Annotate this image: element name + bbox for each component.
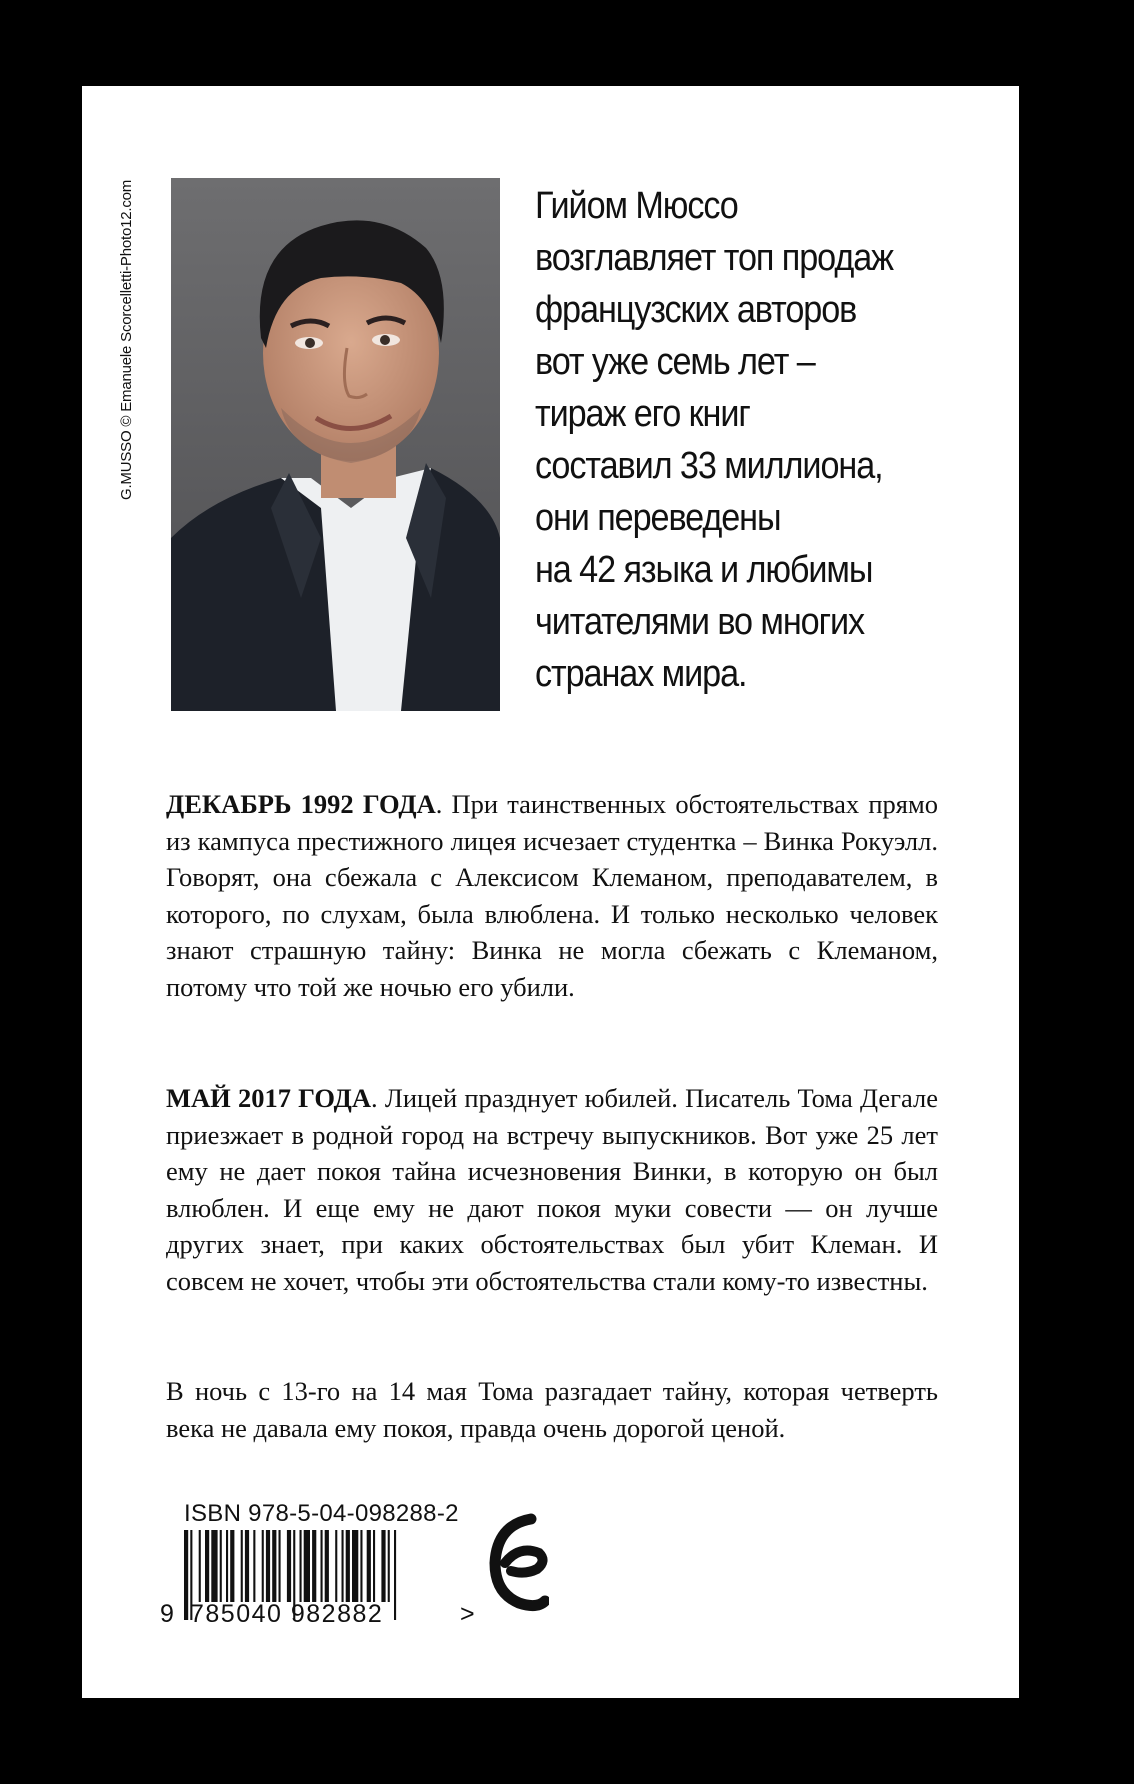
barcode-bar	[199, 1530, 201, 1602]
barcode-first-digit: 9	[160, 1600, 174, 1628]
eksmo-logo-icon	[487, 1513, 549, 1613]
paragraph-text: В ночь с 13-го на 14 мая Тома разгадает тайну, которая четверть века не давала ему покоя, правда очень дорогой ценой.	[166, 1376, 938, 1443]
barcode-bar	[321, 1530, 323, 1602]
barcode-arrow: >	[460, 1600, 475, 1628]
barcode-bar	[388, 1530, 390, 1602]
photo-credit: G.MUSSO © Emanuele Scorcelletti-Photo12.com	[118, 179, 135, 500]
barcode-bar	[262, 1530, 264, 1602]
blurb-line: странах мира.	[535, 653, 747, 695]
blurb-line: читателями во многих	[535, 601, 865, 643]
blurb-line: возглавляет топ продаж	[535, 237, 893, 279]
author-blurb	[535, 180, 913, 700]
barcode-bar	[266, 1530, 270, 1602]
blurb-line: составил 33 миллиона,	[535, 445, 883, 487]
blurb-line: на 42 языка и любимы	[535, 549, 873, 591]
paragraph-text: . Лицей празднует юбилей. Писатель Тома Дегале приезжает в родной город на встречу выпускников. Вот уже 25 лет ему не дает покоя тайна исчезновения Винки, в которую он был влюблен. И еще ему не дают покоя муки совести — он лучше других знает, при каких обстоятельствах был убит Клеман. И совсем не хочет, чтобы эти обстоятельства стали кому-то известны.	[166, 1083, 938, 1296]
barcode-bar	[367, 1530, 371, 1602]
synopsis-paragraph-2	[166, 1080, 938, 1299]
paragraph-lead: МАЙ 2017 ГОДА	[166, 1083, 372, 1113]
isbn-label: ISBN 978-5-04-098288-2	[184, 1500, 459, 1527]
barcode-bar	[373, 1530, 375, 1602]
barcode-bar	[241, 1530, 243, 1602]
paragraph-text: . При таинственных обстоятельствах прямо из кампуса престижного лицея исчезает студентка – Винка Рокуэлл. Говорят, она сбежала с Алексисом Клеманом, преподавателем, в которого, по слухам, была влюблена. И только несколько человек знают страшную тайну: Винка не могла сбежать с Клеманом, потому что той же ночью его убили.	[166, 789, 938, 1002]
blurb-line: Гийом Мюссо	[535, 185, 738, 227]
barcode-bar	[205, 1530, 209, 1602]
paragraph-lead: ДЕКАБРЬ 1992 ГОДА	[166, 789, 436, 819]
barcode-bar	[312, 1530, 316, 1602]
barcode-bar	[245, 1530, 249, 1602]
barcode-number: 785040 982882	[190, 1600, 384, 1628]
barcode-bar	[325, 1530, 329, 1602]
barcode-bar	[279, 1530, 281, 1602]
blurb-line: французских авторов	[535, 289, 857, 331]
blurb-line: они переведены	[535, 497, 781, 539]
blurb-line: вот уже семь лет –	[535, 341, 815, 383]
barcode-bar	[272, 1530, 276, 1602]
barcode-bar	[253, 1530, 255, 1602]
barcode-bar	[381, 1530, 385, 1602]
barcode-bar	[352, 1530, 358, 1602]
barcode-bar	[230, 1530, 234, 1602]
barcode-bar	[394, 1530, 396, 1620]
barcode-bar	[220, 1530, 222, 1602]
barcode-bar	[342, 1530, 344, 1602]
barcode-bar	[300, 1530, 302, 1602]
blurb-line: тираж его книг	[535, 393, 750, 435]
barcode-bar	[304, 1530, 310, 1602]
author-photo	[171, 178, 500, 711]
barcode-bar	[211, 1530, 217, 1602]
barcode-bar	[287, 1530, 291, 1602]
synopsis-paragraph-3	[166, 1373, 938, 1446]
barcode-bar	[335, 1530, 337, 1602]
barcode-bar	[226, 1530, 228, 1602]
barcode-bar	[346, 1530, 350, 1602]
synopsis-paragraph-1	[166, 786, 938, 1005]
barcode-bar	[184, 1530, 188, 1620]
barcode-bar	[360, 1530, 362, 1602]
